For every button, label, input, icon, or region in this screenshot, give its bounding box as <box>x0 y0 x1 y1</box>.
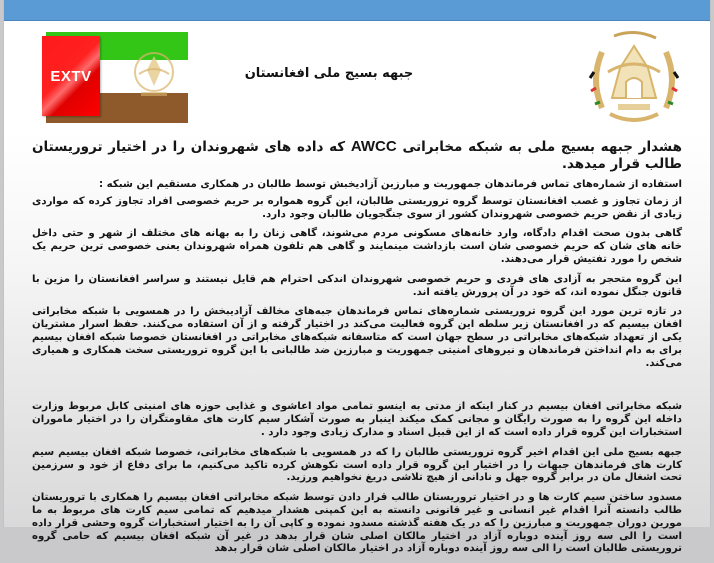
paragraph-intro: استفاده از شماره‌های تماس فرماندهان جمهوریت و مبارزین آزادیخبش توسط طالبان در همکاری مستقیم این شبکه : <box>99 179 682 190</box>
headline-part2: که داده های شهروندان را در اختیار تروریستان طالب قرار میدهد. <box>32 139 682 172</box>
paragraph: از زمان تجاوز و غصب افغانستان توسط گروه تروریستی طالبان، این گروه همواره بر حریم خصوصی افراد تجاوز کرده که مواردی زیادی از نقض حریم خصوصی شهروندان کشور از سوی جنگجویان طالبان وجود دارد. <box>32 195 682 220</box>
extv-logo-text: EXTV <box>50 67 92 85</box>
extv-logo <box>42 36 100 116</box>
paragraph: این گروه متحجر به آزادی های فردی و حریم خصوصی شهروندان اندکی احترام هم قایل نیستند و سراسر افغانستان را مزین با قانون جنگل نموده اند، که خود در آن پرورش یافته اند. <box>32 273 682 298</box>
document-header <box>4 20 710 132</box>
headline-company-name: AWCC <box>350 138 397 155</box>
paragraph: مسدود ساختن سیم کارت ها و در اختیار تروریستان طالب قرار دادن توسط شبکه مخابراتی افغان بیسیم را همکاری با تروریستان طالب دانسته آنرا اقدام غیر انسانی و غیر قانونی دانسته به این کمپنی هشدار میدهیم که تمامی سیم کارت های مربوط به ما مورین دوران جمهوریت و مبارزین را که در یک هفته گذشته مسدود نموده و کاپی آن را به اختیار استخبارات گروه وحشی قرار داده است را الی سه روز آینده دوباره آزاد در اختیار مالکان اصلی شان قرار بدهد در غیر آن شبکه افغان بیسیم که حامی گروه تروریستی طالبان است را الی سه روز آینده دوباره آزاد در اختیار مالکان اصلی شان قرار بدهد <box>32 492 682 555</box>
document-frame <box>3 0 711 555</box>
paragraph: در تازه ترین مورد این گروه تروریستی شماره‌های تماس فرماندهان جبه‌های مخالف آزادیبخش را در همسویی با شبکه مخابراتی افغان بیسیم که در افغانستان زیر سلطه این گروه فعالیت می‌کند در اختیار گرفته و از آن استفاده می‌کنند. حفظ اسرار مشتریان یکی از تعهداد شبکه‌های مخابراتی در سطح جهان است که متاسفانه شبکه‌های مخابراتی در افغانستان خصوصا شبکه افغان بیسیم برای به دام انداختن فرماندهان و نیروهای امنیتی جمهوریت و مبارزین ضد طالبانی با این گروه تروریستی سخت همکاری و همیاری می‌کند. <box>32 306 682 369</box>
paragraph: گاهی بدون صحت اقدام دادگاه، وارد خانه‌های مسکونی مردم می‌شوند، گاهی زنان را به بهانه های مختلف از شهر و حتی داخل خانه های شان که حریم خصوصی شان است بازداشت مینمایند و گاهی هم تلفون همراه شهروندان یعنی خصوصی ترین حریم یک شخص را مورد تفتیش قرار می‌دهند. <box>32 228 682 265</box>
document-headline <box>32 138 682 173</box>
top-bar <box>4 0 710 21</box>
document-body <box>32 138 682 563</box>
paragraph: جبهه بسیج ملی این اقدام اخیر گروه تروریستی طالبان را که در همسویی با شبکه‌های مخابراتی، خصوصا شبکه افغان بیسیم سیم کارت های فرماندهان جبهات را در اختیار این گروه قرار داده است نکوهش کرده تاکید می‌کنیم، ما برای دفاع از خود و سرزمین تحت اشغال مان در برابر گروه جهل و نادانی از هیچ تلاشی دریغ نخواهیم ورزید. <box>32 446 682 484</box>
paragraph: شبکه مخابراتی افغان بیسیم در کنار اینکه از مدتی به اینسو تمامی مواد اعاشوی و غذایی حوزه های امنیتی کابل مربوط وزارت داخله این گروه را به صورت رایگان و مجانی کمک میکند اینبار به صورت آشکار سیم کارت های مقاومتگران را در اختیار ماموران استخبارات این گروه قرار داده است که از این قبیل اسناد و مدارک زیادی وجود دارد . <box>32 401 682 438</box>
afghanistan-emblem-icon <box>584 28 684 132</box>
paragraph-gap <box>32 377 682 401</box>
headline-part1: هشدار جبهه بسیج ملی به شبکه مخابراتی <box>402 139 683 155</box>
page-title: جبهه بسیج ملی افغانستان <box>244 66 414 81</box>
flag-emblem-icon <box>131 48 177 100</box>
